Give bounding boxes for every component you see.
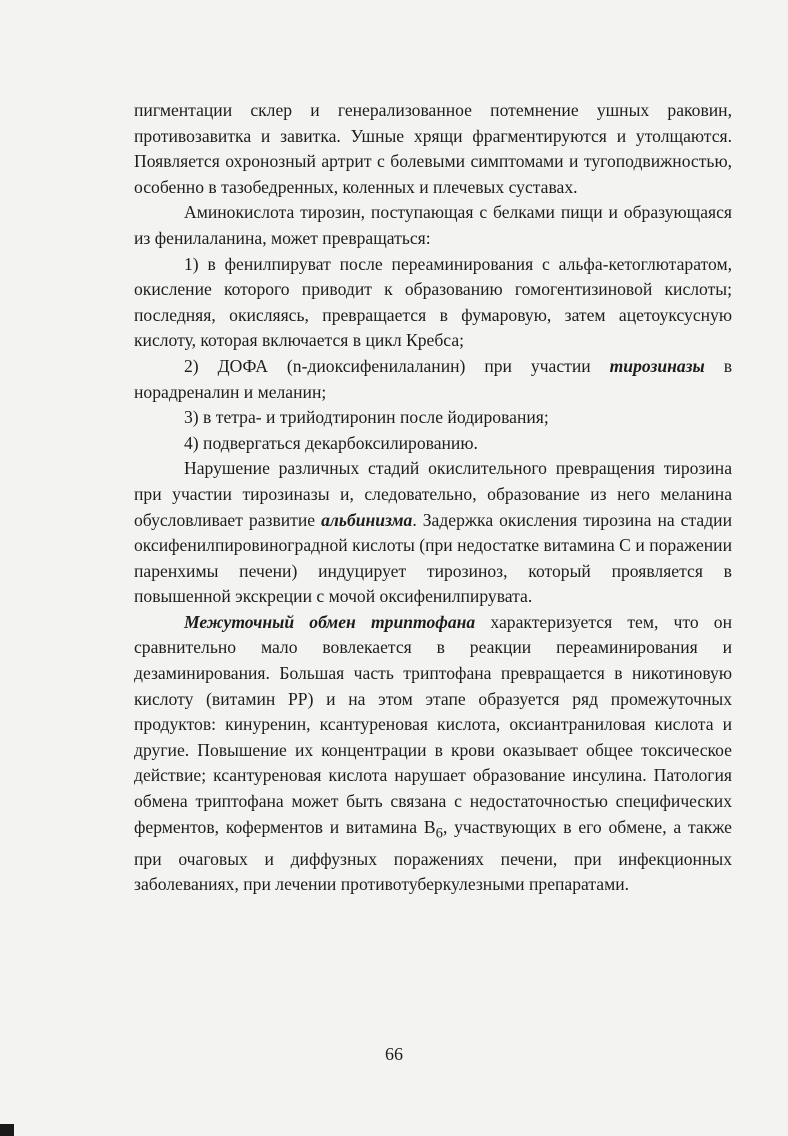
term-albinism: альбинизма xyxy=(321,509,413,530)
list-item-text: 2) ДОФА (n-диоксифенилаланин) при участии xyxy=(184,355,591,376)
term-tyrosinase: тирозиназы xyxy=(609,355,705,376)
paragraph-tyrosine-intro xyxy=(134,200,732,251)
term-tryptophan-metabolism: Межуточный обмен триптофана xyxy=(184,611,476,632)
page-number: 66 xyxy=(385,1044,403,1064)
paragraph-ochronosis xyxy=(134,98,732,200)
paragraph-tryptophan xyxy=(134,610,732,898)
paragraph-text: характеризуется тем, что он сравнительно мало вовлекается в реакции переаминирования и дезаминирования. Большая часть триптофана превращается в никотиновую кислоту (витамин РР) и на этом этапе образуется ряд промежуточных продуктов: кинуренин, ксантуреновая кислота, оксиантраниловая кислота и другие. Повышение их концентрации в крови оказывает общее токсическое действие; ксантуреновая кислота нарушает образование инсулина. Патология обмена триптофана может быть связана с недостаточностью специфических ферментов, коферментов и витамина В xyxy=(134,611,732,837)
list-item-2 xyxy=(134,354,732,405)
list-item-text: 1) в фенилпируват после переаминирования с альфа-кетоглютаратом, окисление которого приводит к образованию гомогентизиновой кислоты; последняя, окисляясь, превращается в фумаровую, затем ацетоуксусную кислоту, которая включается в цикл Кребса; xyxy=(134,253,732,351)
list-item-3 xyxy=(134,405,732,431)
list-item-text: 3) в тетра- и трийодтиронин после йодирования; xyxy=(184,407,549,428)
scan-corner-mark xyxy=(0,1124,14,1136)
list-item-1 xyxy=(134,252,732,354)
paragraph-text: , участвующих в его обмене, а также при очаговых и диффузных поражениях печени, при инфекционных заболеваниях, при лечении противотуберкулезными препаратами. xyxy=(134,816,732,895)
list-item-text: в норадреналин и меланин; xyxy=(134,355,732,402)
paragraph-albinism xyxy=(134,456,732,610)
list-item-text: 4) подвергаться декарбоксилированию. xyxy=(184,432,478,453)
list-item-4 xyxy=(134,431,732,457)
body-text xyxy=(134,98,732,898)
paragraph-text: . Задержка окисления тирозина на стадии оксифенилпировиноградной кислоты (при недостатке витамина С и поражении паренхимы печени) индуцирует тирозиноз, который проявляется в повышенной экскреции с мочой оксифенилпирувата. xyxy=(134,509,732,607)
subscript: 6 xyxy=(435,825,443,842)
paragraph-text: пигментации склер и генерализованное потемнение ушных раковин, противозавитка и завитка. Ушные хрящи фрагментируются и утолщаются. Появляется охронозный артрит с болевыми симптомами и тугоподвижностью, особенно в тазобедренных, коленных и плечевых суставах. xyxy=(134,100,732,197)
paragraph-text: Нарушение различных стадий окислительного превращения тирозина при участии тирозиназы и, следовательно, образование из него меланина обусловливает развитие xyxy=(134,458,732,530)
paragraph-text: Аминокислота тирозин, поступающая с белками пищи и образующаяся из фенилаланина, может превращаться: xyxy=(134,202,732,248)
